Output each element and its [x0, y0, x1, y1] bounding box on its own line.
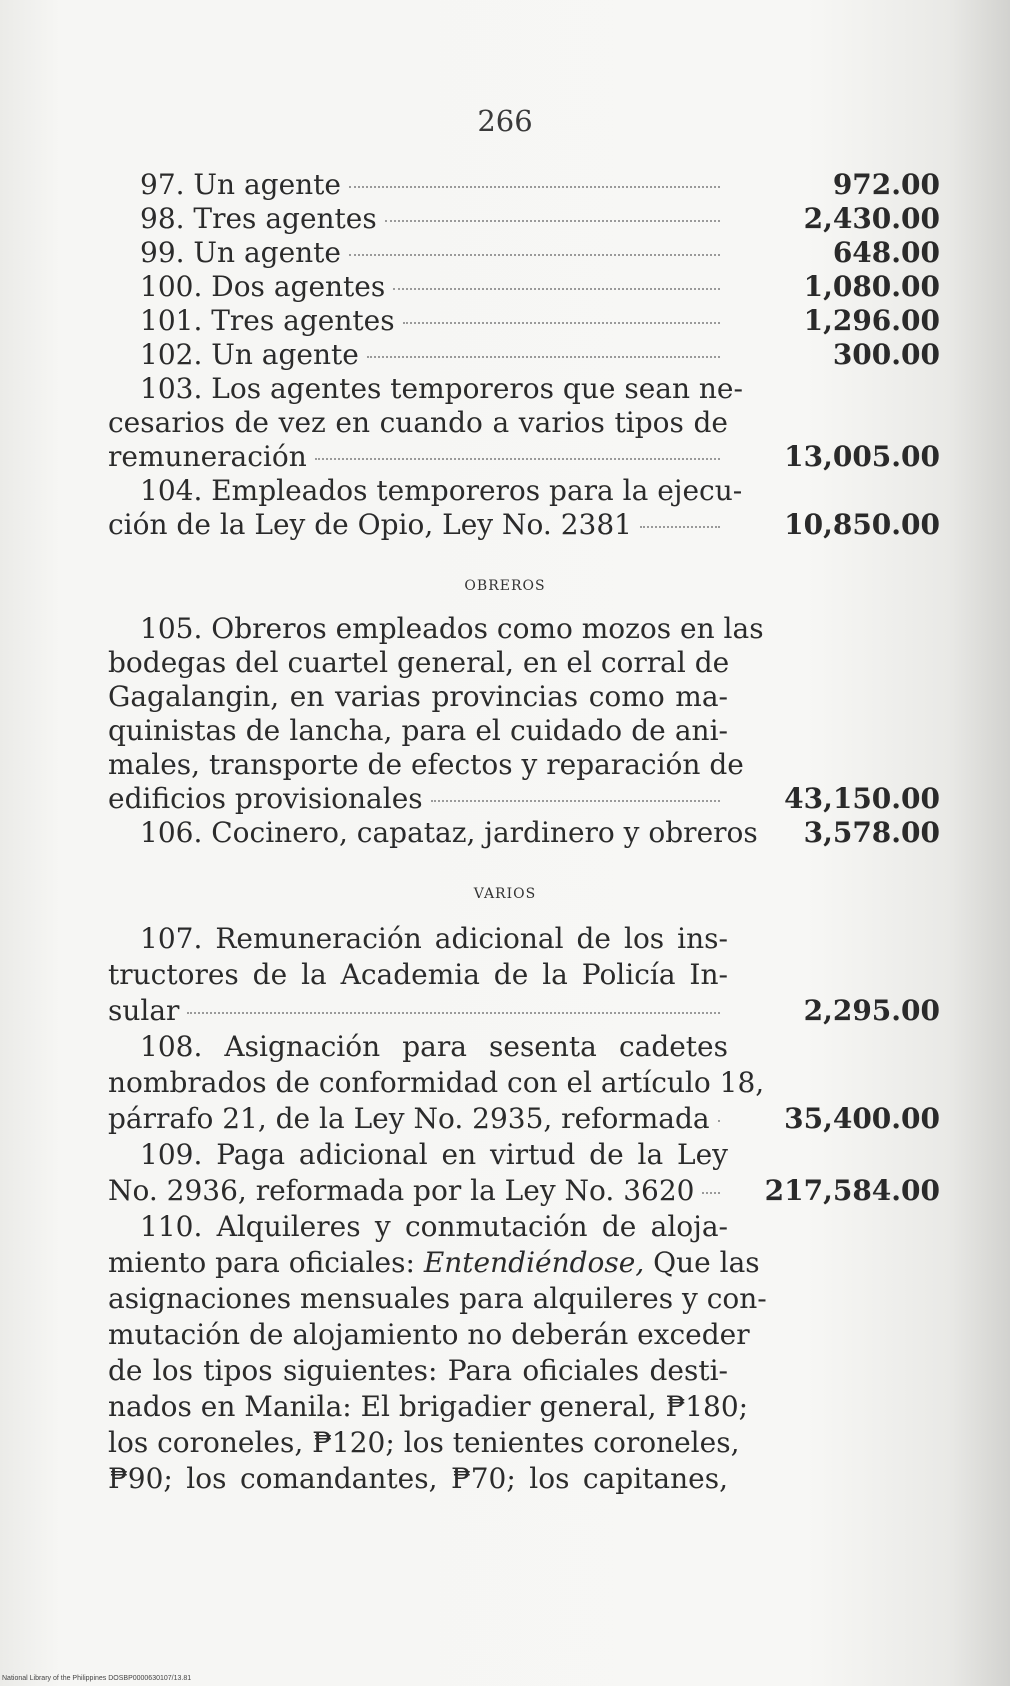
item-text: sular	[108, 994, 180, 1027]
leader-dots	[403, 321, 720, 324]
leader-dots	[640, 525, 720, 528]
leader-dots	[349, 185, 720, 188]
item-105-line: quinistas de lancha, para el cuidado de ani-	[108, 714, 728, 747]
scan-footer-caption: National Library of the Philippines DOSBP0000630107/13.81	[2, 1675, 192, 1682]
item-110-line: mutación de alojamiento no deberán exceder	[108, 1318, 750, 1351]
amount-97: 972.00	[832, 168, 940, 201]
item-text: No. 2936, reformada por la Ley No. 3620	[108, 1174, 695, 1207]
item-107-line: tructores de la Academia de la Policía In-	[108, 958, 728, 991]
item-110-line: asignaciones mensuales para alquileres y con-	[108, 1282, 767, 1315]
item-107-line: 107. Remuneración adicional de los ins-	[140, 922, 728, 955]
amount-104: 10,850.00	[784, 508, 940, 541]
amount-106: 3,578.00	[803, 816, 940, 849]
item-109-line: 109. Paga adicional en virtud de la Ley	[140, 1138, 728, 1171]
amount-99: 648.00	[832, 236, 940, 269]
amount-105: 43,150.00	[784, 782, 940, 815]
item-text: 99. Un agente	[140, 236, 342, 269]
item-110-line: ₱90; los comandantes, ₱70; los capitanes,	[108, 1462, 728, 1495]
item-text: miento para oficiales:	[108, 1246, 415, 1279]
item-text: remuneración	[108, 440, 307, 473]
amount-103: 13,005.00	[784, 440, 940, 473]
item-105-line: Gagalangin, en varias provincias como ma-	[108, 680, 728, 713]
item-text: párrafo 21, de la Ley No. 2935, reformada	[108, 1102, 710, 1135]
amount-107: 2,295.00	[803, 994, 940, 1027]
item-text: 101. Tres agentes	[140, 304, 395, 337]
amount-108: 35,400.00	[784, 1102, 940, 1135]
leader-dots	[187, 1011, 720, 1014]
item-110-line: nados en Manila: El brigadier general, ₱180;	[108, 1390, 749, 1423]
item-110-line: de los tipos siguientes: Para oficiales desti-	[108, 1354, 728, 1387]
item-110-line: los coroneles, ₱120; los tenientes coroneles,	[108, 1426, 740, 1459]
section-heading-varios: VARIOS	[473, 886, 537, 902]
leader-dots	[431, 799, 720, 802]
item-105-line: 105. Obreros empleados como mozos en las	[140, 612, 764, 645]
amount-109: 217,584.00	[764, 1174, 940, 1207]
item-110-line	[108, 1246, 760, 1280]
item-text: 100. Dos agentes	[140, 270, 386, 303]
item-text: Que las	[653, 1246, 760, 1279]
item-108-line: 108. Asignación para sesenta cadetes	[140, 1030, 728, 1063]
item-text: 97. Un agente	[140, 168, 342, 201]
item-109-last	[108, 1174, 728, 1208]
item-100	[108, 270, 728, 304]
item-108-line: nombrados de conformidad con el artículo 18,	[108, 1066, 765, 1099]
leader-dots	[315, 457, 720, 460]
amount-98: 2,430.00	[803, 202, 940, 235]
item-102	[108, 338, 728, 372]
leader-dots	[393, 287, 720, 290]
amount-100: 1,080.00	[803, 270, 940, 303]
item-text: edificios provisionales	[108, 782, 423, 815]
item-104-last	[108, 508, 728, 542]
item-105-line: bodegas del cuartel general, en el corral de	[108, 646, 730, 679]
amount-101: 1,296.00	[803, 304, 940, 337]
item-110-line: 110. Alquileres y conmutación de aloja-	[140, 1210, 728, 1243]
item-105-last	[108, 782, 728, 816]
item-101	[108, 304, 728, 338]
page-number: 266	[477, 104, 533, 138]
item-97	[108, 168, 728, 202]
leader-dots	[367, 355, 720, 358]
item-text: 98. Tres agentes	[140, 202, 377, 235]
item-104-line: 104. Empleados temporeros para la ejecu-	[140, 474, 743, 507]
item-103-line: 103. Los agentes temporeros que sean ne-	[140, 372, 743, 405]
section-heading-obreros: OBREROS	[464, 578, 546, 594]
item-103-line: cesarios de vez en cuando a varios tipos de	[108, 406, 728, 439]
amount-102: 300.00	[832, 338, 940, 371]
item-106: 106. Cocinero, capataz, jardinero y obreros	[140, 816, 758, 849]
item-98	[108, 202, 728, 236]
item-text: ción de la Ley de Opio, Ley No. 2381	[108, 508, 632, 541]
item-text: 102. Un agente	[140, 338, 359, 371]
item-107-last	[108, 994, 728, 1028]
leader-dots	[702, 1191, 720, 1194]
leader-dots	[349, 253, 720, 256]
item-103-last	[108, 440, 728, 474]
emphasis-text: Entendiéndose,	[423, 1246, 645, 1279]
item-99	[108, 236, 728, 270]
leader-dots	[385, 219, 720, 222]
item-105-line: males, transporte de efectos y reparación de	[108, 748, 744, 781]
item-108-last	[108, 1102, 728, 1136]
